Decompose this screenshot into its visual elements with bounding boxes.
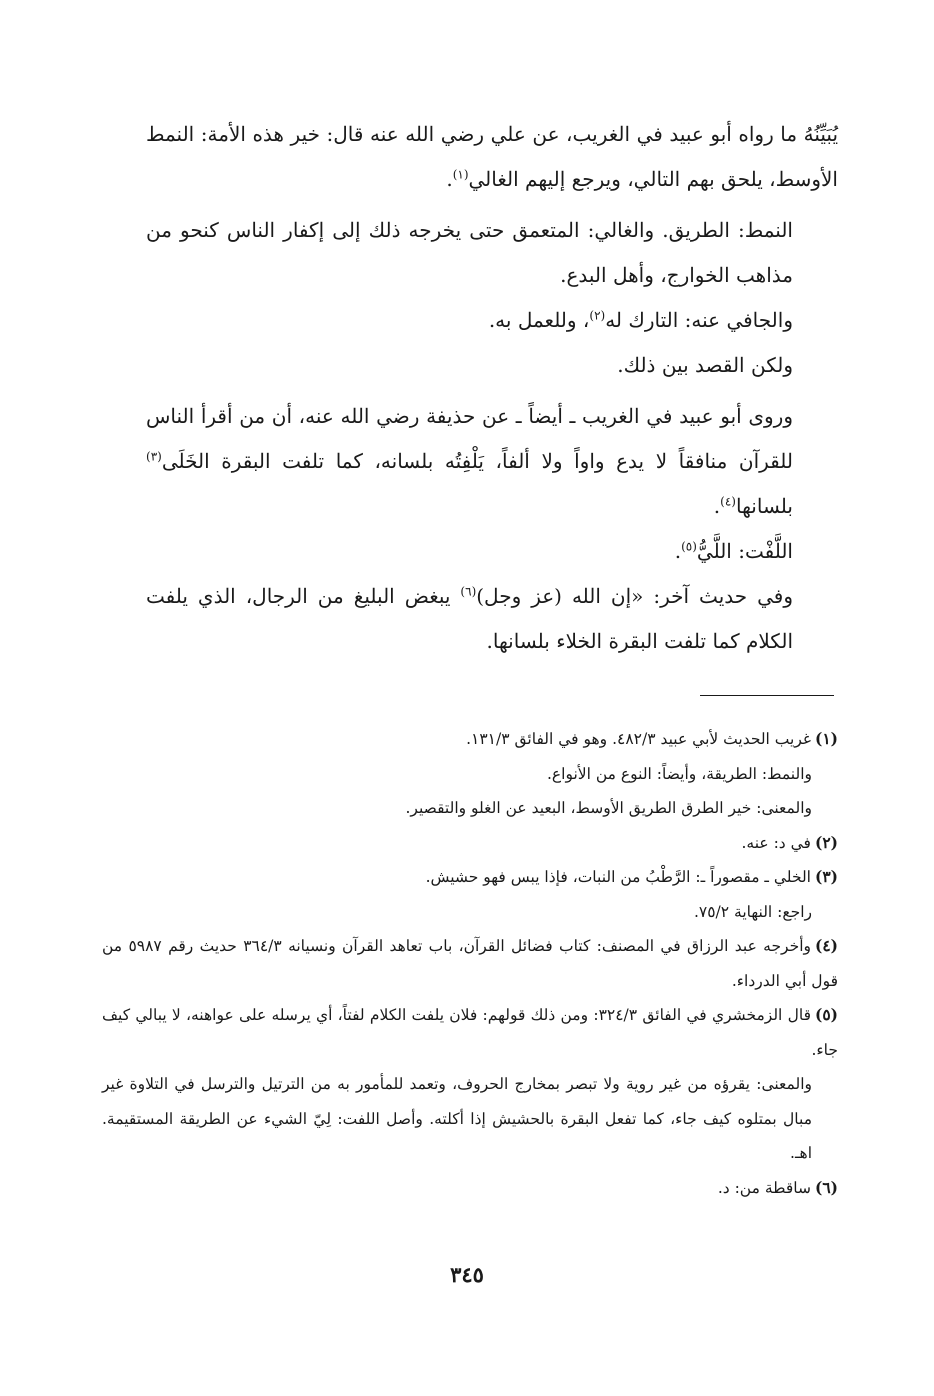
paragraph-6-start: اللَّفْت: اللَّيُّ: [696, 539, 793, 563]
paragraph-5-end: .: [713, 494, 721, 518]
paragraph-1-line-1: يُبَيِّنُهُ ما رواه أبو عبيد في الغريب، عن علي رضي الله عنه قال: خير: [290, 122, 839, 146]
footnote-4: [102, 929, 838, 998]
page-number: ٣٤٥: [450, 1262, 484, 1287]
footnote-1-cont-1-text: والنمط: الطريقة، وأيضاً: النوع من الأنواع.: [547, 764, 812, 783]
footnote-3-number: (٣): [814, 867, 838, 886]
footnote-1-text: غريب الحديث لأبي عبيد ٤٨٢/٣. وهو في الفائق ١٣١/٣.: [466, 730, 811, 748]
paragraph-2: [146, 208, 838, 298]
paragraph-2-text: النمط: الطريق. والغالي: المتعمق حتى يخرجه ذلك إلى إكفار الناس كنحو من مذاهب الخوارج، وأهل البدع.: [146, 218, 793, 287]
footnote-2: [102, 826, 838, 861]
paragraph-4-text: ولكن القصد بين ذلك.: [617, 353, 793, 377]
paragraph-4: [146, 343, 838, 388]
footnote-3-text: الخلي ـ مقصوراً ـ: الرَّطْبُ من النبات، فإذا يبس فهو حشيش.: [425, 868, 811, 886]
footnote-6-text: ساقطة من: د.: [717, 1178, 811, 1197]
footnote-1-number: (١): [814, 729, 838, 748]
footnote-3-cont-text: راجع: النهاية ٧٥/٢.: [693, 902, 812, 921]
paragraph-6: [146, 529, 838, 574]
footnote-5-cont-text: والمعنى: يقرؤه من غير روية ولا تبصر بمخارج الحروف، وتعمد للمأمور به من الترتيل والترسل في التلاوة غير مبال بمتلوه كيف جاء، كما تفعل البقرة بالحشيش إذا أكلته. وأصل اللفت: لِيّ الشيء عن الطريقة المستقيمة. اهـ.: [102, 1075, 812, 1162]
footnote-1-cont-2-text: والمعنى: خير الطرق الطريق الأوسط، البعيد عن الغلو والتقصير.: [405, 799, 812, 817]
footnote-1: [102, 722, 838, 757]
paragraph-6-end: .: [674, 539, 682, 563]
paragraph-5-start: وروى أبو عبيد في الغريب ـ أيضاً ـ عن حذيفة رضي الله عنه، أن من أقرأ الناس للقرآن منافقاً لا يدع واواً ولا ألفاً، يَلْفِتُه بلسانه، كما تلفت البقرة الخَلَى: [146, 404, 793, 473]
paragraph-1: [146, 112, 838, 202]
footnote-6: [102, 1171, 838, 1206]
footnote-2-text: في د: عنه.: [741, 833, 811, 852]
footnote-5: [102, 998, 838, 1067]
footnote-3-continuation: [102, 895, 838, 930]
footnote-ref-1[interactable]: (١): [452, 167, 469, 182]
footnote-1-continuation-2: [102, 791, 838, 826]
paragraph-7: [146, 574, 838, 664]
paragraph-7-end: يبغض البليغ من الرجال، الذي يلفت الكلام كما تلفت البقرة الخلاء بلسانها.: [146, 584, 793, 653]
paragraph-3-end: ، وللعمل به.: [488, 308, 590, 332]
footnote-ref-2[interactable]: (٢): [589, 308, 606, 323]
paragraph-3: [146, 298, 838, 343]
footnotes: [102, 722, 838, 1205]
paragraph-5-mid: بلسانها: [735, 494, 793, 518]
footnote-5-number: (٥): [814, 1005, 838, 1024]
footnote-1-continuation-1: [102, 757, 838, 792]
footnote-ref-6[interactable]: (٦): [460, 584, 477, 599]
footnote-4-text: وأخرجه عبد الرزاق في المصنف: كتاب فضائل القرآن، باب تعاهد القرآن ونسيانه ٣٦٤/٣ حديث رقم ٥٩٨٧ من قول أبي الدرداء.: [102, 937, 838, 990]
footnote-5-text: قال الزمخشري في الفائق ٣٢٤/٣: ومن ذلك قولهم: فلان يلفت الكلام لفتاً، أي يرسله على عواهنه، لا يبالي كيف جاء.: [102, 1006, 838, 1059]
footnote-ref-4[interactable]: (٤): [720, 494, 736, 509]
footnote-6-number: (٦): [814, 1177, 838, 1197]
footnote-2-number: (٢): [814, 832, 838, 852]
paragraph-1-end: .: [446, 167, 453, 191]
footnote-4-number: (٤): [814, 936, 838, 955]
paragraph-1-line-2: هذه الأمة: النمط الأوسط، يلحق بهم التالي، ويرجع إليهم الغالي: [146, 122, 838, 191]
paragraph-3-start: والجافي عنه: التارك له: [605, 308, 793, 332]
main-text: [146, 112, 838, 664]
footnote-ref-3[interactable]: (٣): [146, 449, 162, 464]
paragraph-7-start: وفي حديث آخر: «إن الله (عز وجل): [476, 584, 793, 608]
footnote-separator: [700, 695, 834, 696]
paragraph-5: [146, 394, 838, 529]
footnote-5-continuation: [102, 1067, 838, 1171]
footnote-ref-5[interactable]: (٥): [681, 539, 697, 554]
footnote-3: [102, 860, 838, 895]
